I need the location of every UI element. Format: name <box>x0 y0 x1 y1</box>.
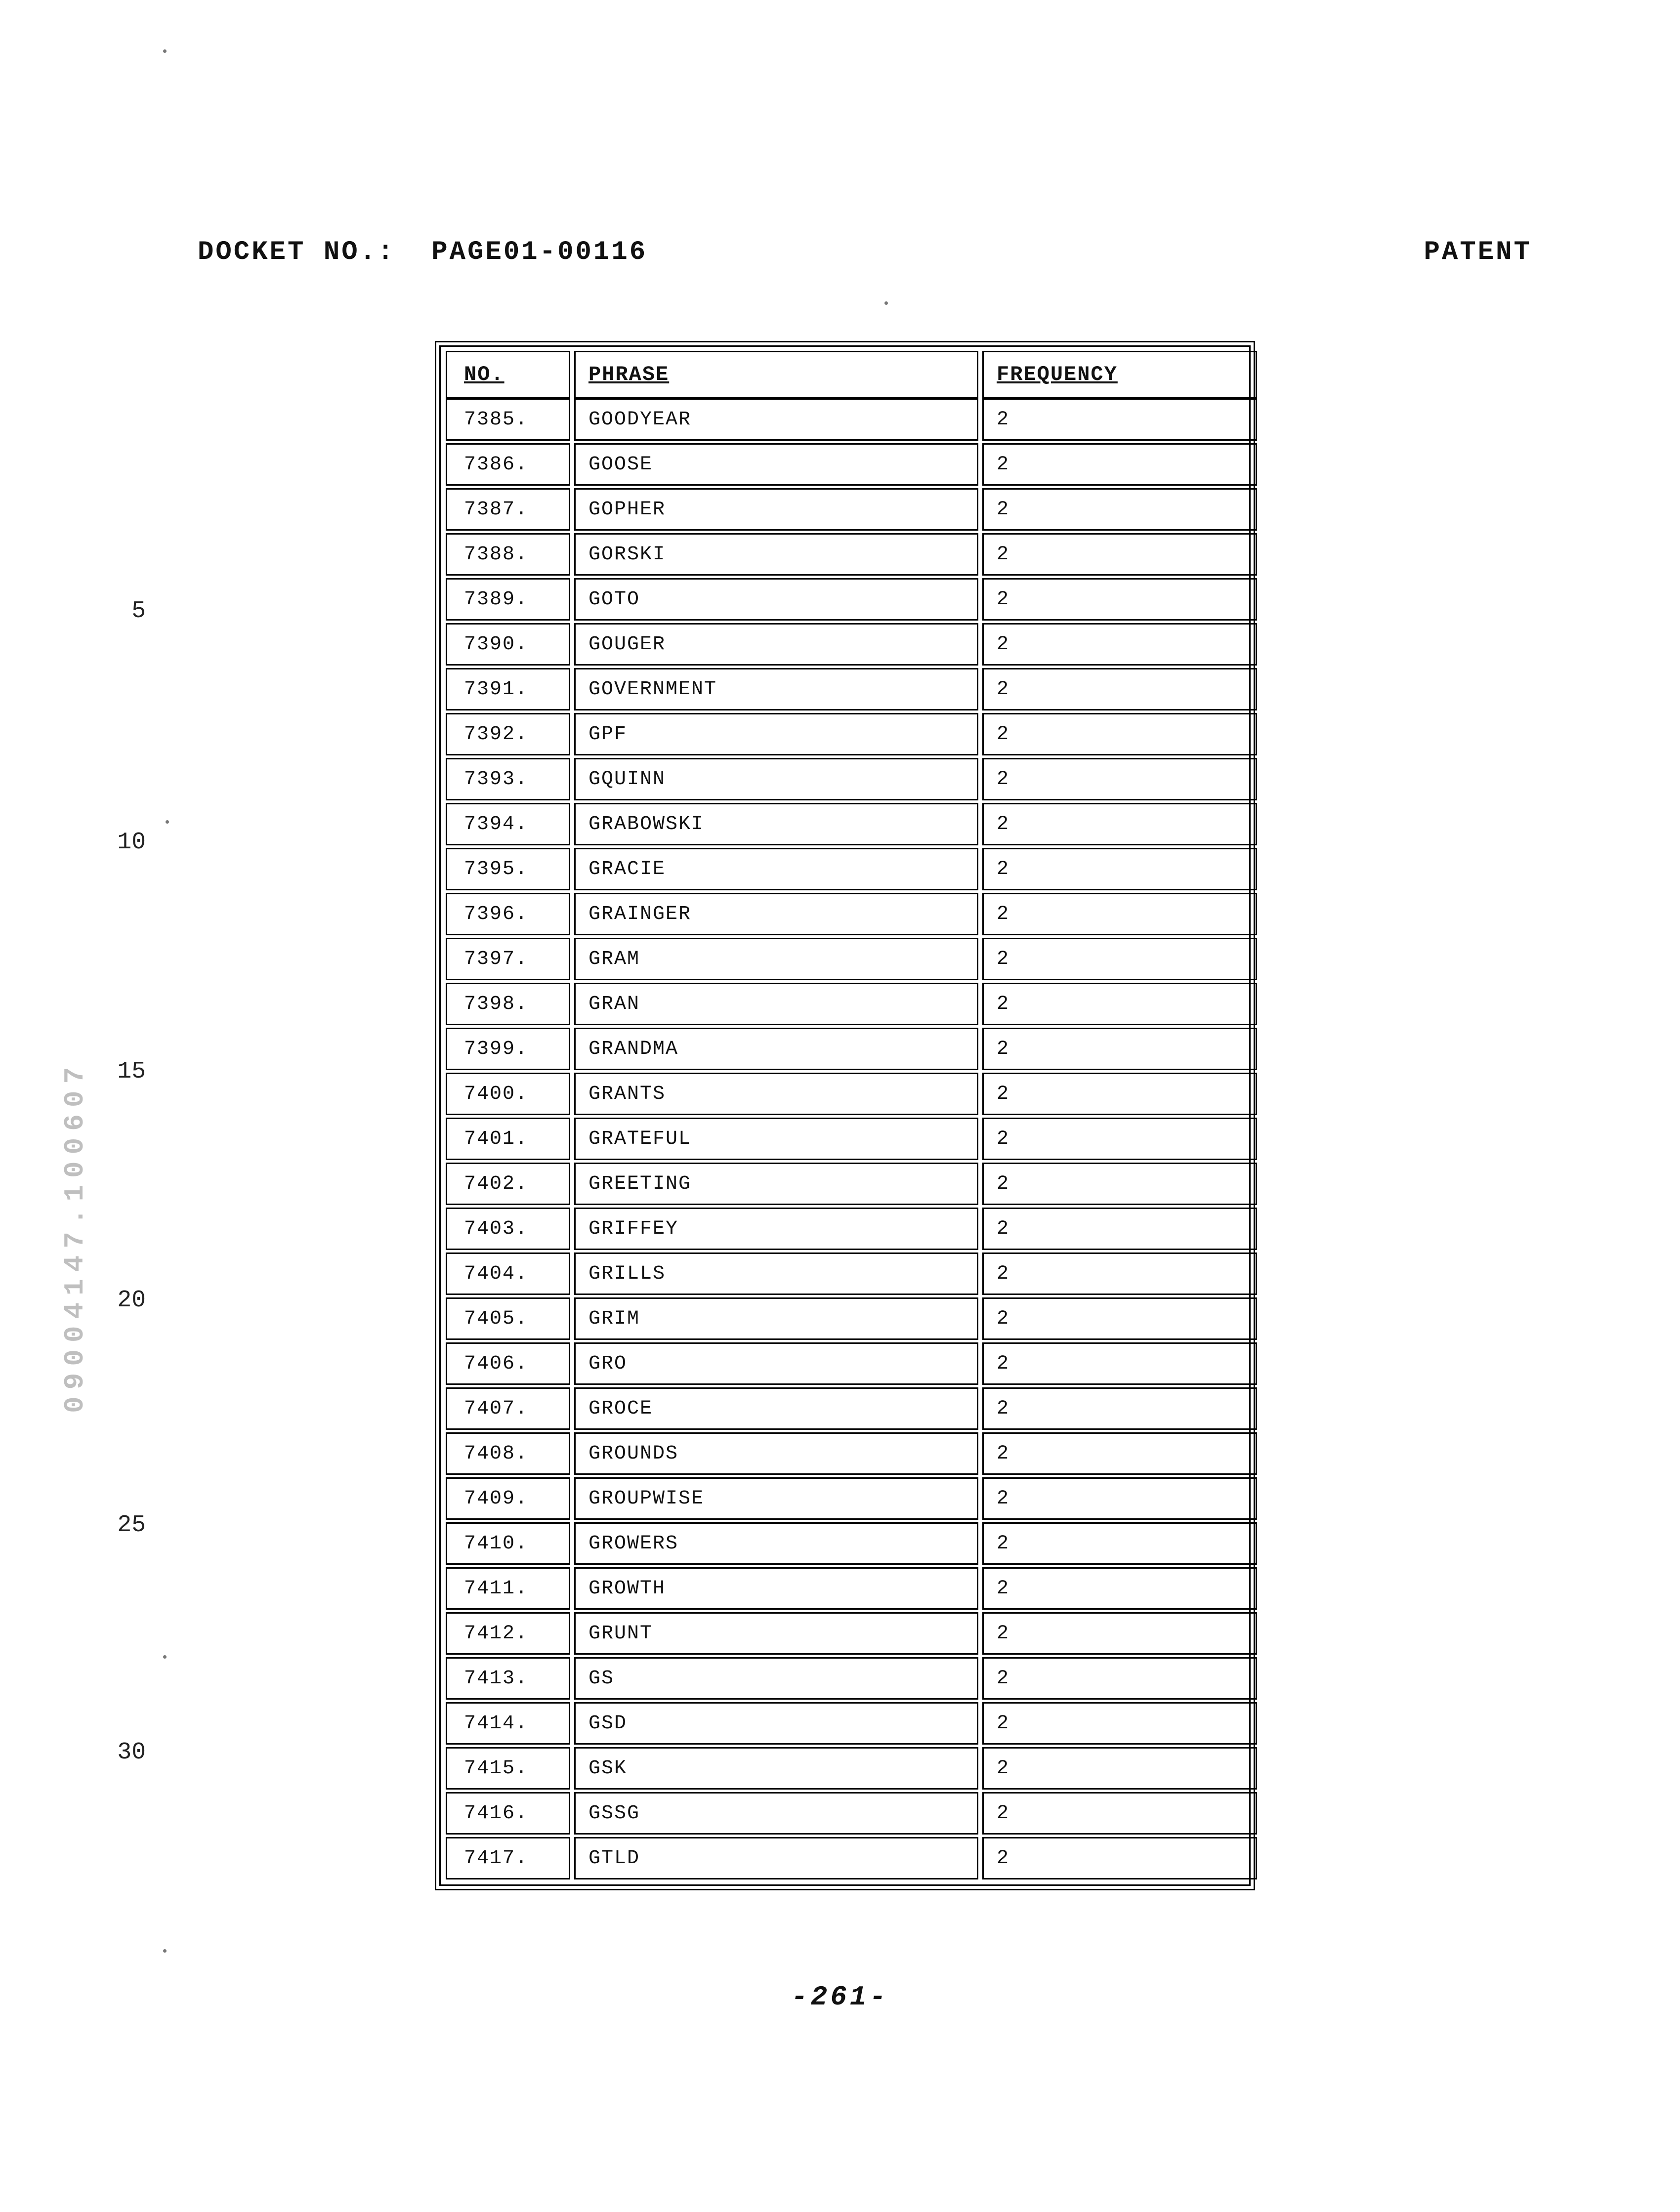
row-no-cell: 7391. <box>446 668 570 710</box>
row-phrase-cell: GSK <box>574 1747 978 1790</box>
row-frequency-cell: 2 <box>982 1387 1257 1430</box>
row-no-cell: 7387. <box>446 488 570 531</box>
row-frequency-cell: 2 <box>982 1747 1257 1790</box>
row-no-cell: 7395. <box>446 848 570 890</box>
row-frequency-cell: 2 <box>982 758 1257 800</box>
margin-line-number-30: 30 <box>117 1739 146 1766</box>
row-no-cell: 7388. <box>446 533 570 576</box>
row-no-cell: 7405. <box>446 1297 570 1340</box>
row-phrase-cell: GRANDMA <box>574 1028 978 1070</box>
row-frequency-cell: 2 <box>982 1837 1257 1879</box>
table-row <box>446 983 1244 1025</box>
row-phrase-cell: GOODYEAR <box>574 398 978 441</box>
row-no-cell: 7394. <box>446 803 570 845</box>
row-no-cell: 7386. <box>446 443 570 486</box>
document-header <box>198 237 1532 267</box>
table-row <box>446 1073 1244 1115</box>
table-row <box>446 668 1244 710</box>
table-row <box>446 488 1244 531</box>
header-phrase-label: PHRASE <box>588 363 670 386</box>
row-frequency-cell: 2 <box>982 1073 1257 1115</box>
row-no-cell: 7413. <box>446 1657 570 1700</box>
row-no-cell: 7398. <box>446 983 570 1025</box>
row-phrase-cell: GRAINGER <box>574 893 978 935</box>
row-phrase-cell: GRAM <box>574 938 978 980</box>
table-row <box>446 1702 1244 1745</box>
table-row <box>446 533 1244 576</box>
row-no-cell: 7417. <box>446 1837 570 1879</box>
table-row <box>446 398 1244 441</box>
scan-artifact-dot <box>166 820 169 824</box>
patent-label: PATENT <box>1424 237 1532 267</box>
table-row <box>446 578 1244 621</box>
row-frequency-cell: 2 <box>982 1118 1257 1160</box>
table-row <box>446 1837 1244 1879</box>
row-frequency-cell: 2 <box>982 1342 1257 1385</box>
table-row <box>446 713 1244 755</box>
row-frequency-cell: 2 <box>982 983 1257 1025</box>
row-frequency-cell: 2 <box>982 1657 1257 1700</box>
table-inner-border <box>439 345 1251 1886</box>
scan-artifact-dot <box>163 49 167 53</box>
row-phrase-cell: GOPHER <box>574 488 978 531</box>
row-no-cell: 7409. <box>446 1477 570 1520</box>
row-no-cell: 7414. <box>446 1702 570 1745</box>
row-no-cell: 7401. <box>446 1118 570 1160</box>
header-no-cell <box>446 351 570 398</box>
table-body <box>446 398 1244 1879</box>
margin-line-number-20: 20 <box>117 1287 146 1314</box>
docket-number: DOCKET NO.: PAGE01-00116 <box>198 237 648 267</box>
row-phrase-cell: GREETING <box>574 1163 978 1205</box>
row-phrase-cell: GROWTH <box>574 1567 978 1610</box>
row-no-cell: 7397. <box>446 938 570 980</box>
row-phrase-cell: GRIM <box>574 1297 978 1340</box>
row-frequency-cell: 2 <box>982 803 1257 845</box>
row-no-cell: 7403. <box>446 1208 570 1250</box>
table-row <box>446 938 1244 980</box>
header-phrase-cell <box>574 351 978 398</box>
row-phrase-cell: GRIFFEY <box>574 1208 978 1250</box>
row-frequency-cell: 2 <box>982 1612 1257 1655</box>
margin-line-number-15: 15 <box>117 1058 146 1085</box>
row-frequency-cell: 2 <box>982 938 1257 980</box>
row-frequency-cell: 2 <box>982 1252 1257 1295</box>
row-no-cell: 7416. <box>446 1792 570 1835</box>
table-row <box>446 1792 1244 1835</box>
row-phrase-cell: GOTO <box>574 578 978 621</box>
row-frequency-cell: 2 <box>982 488 1257 531</box>
row-phrase-cell: GS <box>574 1657 978 1700</box>
row-phrase-cell: GRAN <box>574 983 978 1025</box>
table-row <box>446 1612 1244 1655</box>
table-row <box>446 848 1244 890</box>
header-frequency-cell <box>982 351 1257 398</box>
table-row <box>446 1208 1244 1250</box>
table-row <box>446 1118 1244 1160</box>
row-phrase-cell: GQUINN <box>574 758 978 800</box>
margin-line-number-5: 5 <box>131 598 146 625</box>
row-frequency-cell: 2 <box>982 1163 1257 1205</box>
row-phrase-cell: GROWERS <box>574 1522 978 1565</box>
row-no-cell: 7415. <box>446 1747 570 1790</box>
margin-line-number-25: 25 <box>117 1512 146 1539</box>
row-frequency-cell: 2 <box>982 1522 1257 1565</box>
row-phrase-cell: GOOSE <box>574 443 978 486</box>
header-no-label: NO. <box>464 363 504 386</box>
row-phrase-cell: GSD <box>574 1702 978 1745</box>
row-phrase-cell: GROUNDS <box>574 1432 978 1475</box>
row-phrase-cell: GPF <box>574 713 978 755</box>
row-no-cell: 7406. <box>446 1342 570 1385</box>
row-no-cell: 7400. <box>446 1073 570 1115</box>
row-phrase-cell: GRABOWSKI <box>574 803 978 845</box>
table-row <box>446 1297 1244 1340</box>
row-no-cell: 7404. <box>446 1252 570 1295</box>
row-no-cell: 7389. <box>446 578 570 621</box>
row-frequency-cell: 2 <box>982 1297 1257 1340</box>
table-row <box>446 803 1244 845</box>
row-no-cell: 7411. <box>446 1567 570 1610</box>
row-phrase-cell: GTLD <box>574 1837 978 1879</box>
row-phrase-cell: GRUNT <box>574 1612 978 1655</box>
row-frequency-cell: 2 <box>982 1432 1257 1475</box>
row-frequency-cell: 2 <box>982 398 1257 441</box>
row-frequency-cell: 2 <box>982 623 1257 666</box>
header-frequency-label: FREQUENCY <box>997 363 1118 386</box>
row-phrase-cell: GRANTS <box>574 1073 978 1115</box>
table-row <box>446 1567 1244 1610</box>
row-frequency-cell: 2 <box>982 1208 1257 1250</box>
row-phrase-cell: GORSKI <box>574 533 978 576</box>
table-row <box>446 1477 1244 1520</box>
scan-artifact-dot <box>163 1949 167 1953</box>
row-no-cell: 7392. <box>446 713 570 755</box>
row-no-cell: 7412. <box>446 1612 570 1655</box>
row-no-cell: 7385. <box>446 398 570 441</box>
row-no-cell: 7399. <box>446 1028 570 1070</box>
table-row <box>446 758 1244 800</box>
table-row <box>446 1252 1244 1295</box>
table-row <box>446 1657 1244 1700</box>
row-no-cell: 7396. <box>446 893 570 935</box>
row-phrase-cell: GOVERNMENT <box>574 668 978 710</box>
row-frequency-cell: 2 <box>982 1567 1257 1610</box>
row-phrase-cell: GSSG <box>574 1792 978 1835</box>
row-frequency-cell: 2 <box>982 848 1257 890</box>
table-row <box>446 1163 1244 1205</box>
row-frequency-cell: 2 <box>982 893 1257 935</box>
table-header-row <box>446 351 1244 398</box>
row-frequency-cell: 2 <box>982 668 1257 710</box>
row-phrase-cell: GROUPWISE <box>574 1477 978 1520</box>
page-number: -261- <box>791 1981 889 2013</box>
scan-artifact-dot <box>163 1655 167 1659</box>
row-phrase-cell: GRO <box>574 1342 978 1385</box>
row-phrase-cell: GRILLS <box>574 1252 978 1295</box>
row-frequency-cell: 2 <box>982 1028 1257 1070</box>
table-row <box>446 443 1244 486</box>
scan-artifact-dot <box>884 301 888 305</box>
table-row <box>446 1747 1244 1790</box>
row-phrase-cell: GRACIE <box>574 848 978 890</box>
row-no-cell: 7407. <box>446 1387 570 1430</box>
table-row <box>446 1342 1244 1385</box>
row-phrase-cell: GOUGER <box>574 623 978 666</box>
row-no-cell: 7408. <box>446 1432 570 1475</box>
row-no-cell: 7393. <box>446 758 570 800</box>
row-frequency-cell: 2 <box>982 1792 1257 1835</box>
row-frequency-cell: 2 <box>982 443 1257 486</box>
row-frequency-cell: 2 <box>982 1477 1257 1520</box>
row-no-cell: 7402. <box>446 1163 570 1205</box>
row-phrase-cell: GROCE <box>574 1387 978 1430</box>
table-row <box>446 1387 1244 1430</box>
row-frequency-cell: 2 <box>982 1702 1257 1745</box>
scan-stamp: 09004147.100607 <box>59 1060 91 1413</box>
row-frequency-cell: 2 <box>982 533 1257 576</box>
row-frequency-cell: 2 <box>982 578 1257 621</box>
row-no-cell: 7410. <box>446 1522 570 1565</box>
table-row <box>446 1522 1244 1565</box>
row-phrase-cell: GRATEFUL <box>574 1118 978 1160</box>
margin-line-number-10: 10 <box>117 829 146 856</box>
row-no-cell: 7390. <box>446 623 570 666</box>
phrase-frequency-table <box>435 341 1255 1890</box>
table-row <box>446 1028 1244 1070</box>
row-frequency-cell: 2 <box>982 713 1257 755</box>
table-row <box>446 1432 1244 1475</box>
table-row <box>446 623 1244 666</box>
table-row <box>446 893 1244 935</box>
